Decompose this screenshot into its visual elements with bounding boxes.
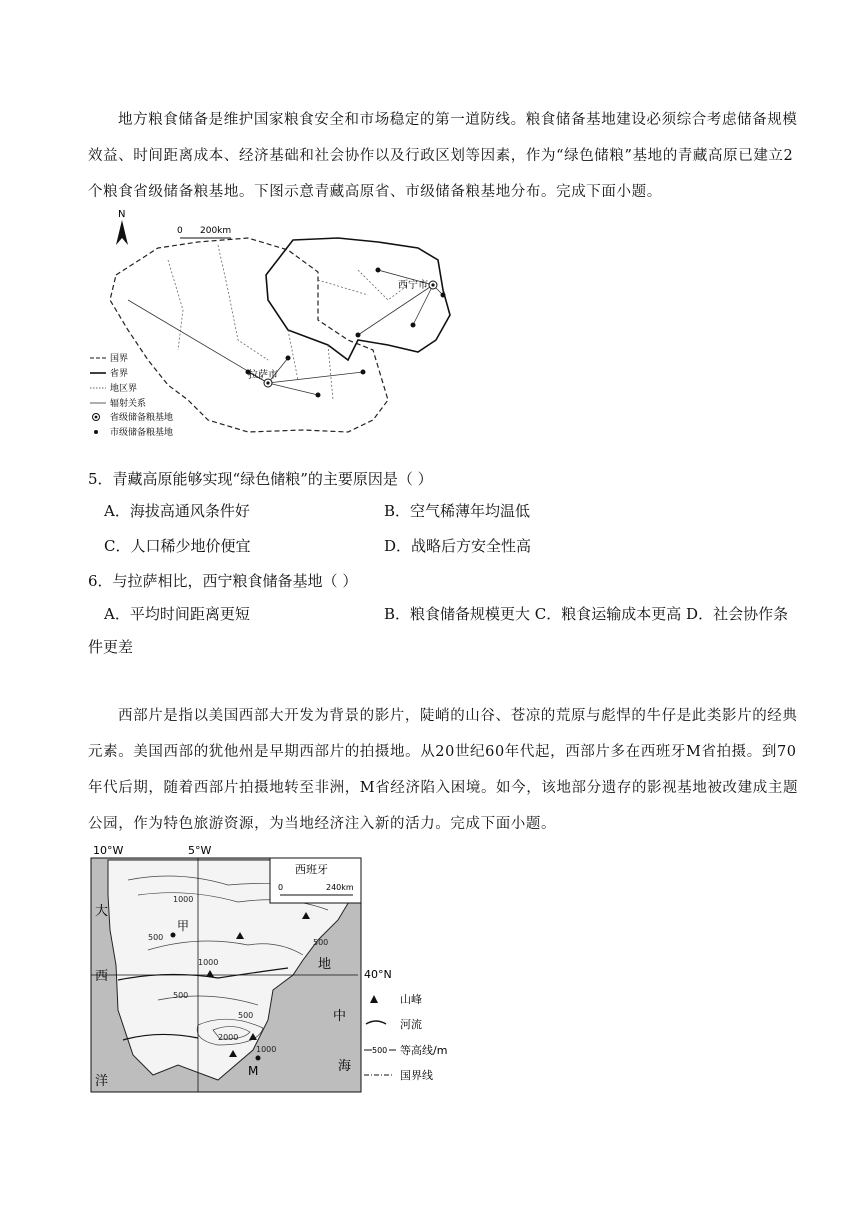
svg-text:地区界: 地区界 bbox=[110, 384, 138, 394]
svg-text:0: 0 bbox=[278, 883, 284, 892]
tibet-outline bbox=[110, 238, 388, 432]
q5-option-c[interactable]: C．人口稀少地价便宜 bbox=[104, 537, 251, 555]
svg-text:国界线: 国界线 bbox=[400, 1069, 433, 1082]
svg-text:省级储备粮基地: 省级储备粮基地 bbox=[110, 413, 174, 423]
svg-text:500: 500 bbox=[238, 1011, 254, 1020]
city-label-lhasa: 拉萨市 bbox=[248, 370, 278, 381]
svg-text:240km: 240km bbox=[326, 883, 354, 892]
q5-option-a[interactable]: A．海拔高通风条件好 bbox=[104, 502, 250, 520]
district-lines bbox=[168, 245, 408, 400]
place-m: M bbox=[248, 1064, 259, 1078]
svg-text:洋: 洋 bbox=[95, 1074, 109, 1089]
svg-text:西: 西 bbox=[95, 969, 109, 984]
svg-text:海: 海 bbox=[338, 1059, 352, 1074]
svg-text:中: 中 bbox=[333, 1009, 347, 1024]
lon-label-10w: 10°W bbox=[93, 844, 124, 857]
question-6-stem: 6．与拉萨相比，西宁粮食储备基地（ ） bbox=[88, 572, 358, 590]
svg-text:地: 地 bbox=[318, 957, 332, 972]
map-spain bbox=[88, 840, 488, 1095]
passage-2: 西部片是指以美国西部大开发为背景的影片，陡峭的山谷、苍凉的荒原与彪悍的牛仔是此类影片的经典元素。美国西部的犹他州是早期西部片的拍摄地。从20世纪60年代起，西部片多在西班牙M省拍摄。到70年代后期，随着西部片拍摄地转至非洲，M省经济陷入困境。如今，该地部分遗存的影视基地被改建成主题公园，作为特色旅游资源，为当地经济注入新的活力。完成下面小题。 bbox=[88, 708, 799, 832]
radiation-lines bbox=[128, 270, 443, 395]
city-label-xining: 西宁市 bbox=[398, 280, 428, 291]
svg-text:1000: 1000 bbox=[198, 958, 219, 967]
q6-option-d-continued: 件更差 bbox=[88, 638, 134, 656]
legend-map1 bbox=[90, 353, 173, 438]
svg-text:西班牙: 西班牙 bbox=[295, 863, 328, 876]
svg-text:山峰: 山峰 bbox=[400, 993, 422, 1006]
q6-option-a[interactable]: A．平均时间距离更短 bbox=[104, 605, 250, 623]
place-jia: 甲 bbox=[177, 919, 190, 933]
svg-text:国界: 国界 bbox=[110, 354, 129, 364]
svg-text:2000: 2000 bbox=[218, 1033, 239, 1042]
lat-label-40n: 40°N bbox=[364, 968, 392, 981]
scale-bar bbox=[177, 226, 231, 238]
svg-text:市级储备粮基地: 市级储备粮基地 bbox=[110, 428, 174, 438]
svg-text:辐射关系: 辐射关系 bbox=[110, 399, 147, 409]
svg-text:河流: 河流 bbox=[400, 1018, 422, 1031]
svg-text:500: 500 bbox=[372, 1046, 388, 1055]
svg-text:省界: 省界 bbox=[110, 369, 129, 379]
lon-label-5w: 5°W bbox=[188, 844, 212, 857]
svg-text:1000: 1000 bbox=[173, 895, 194, 904]
provincial-bases bbox=[264, 281, 437, 387]
north-arrow bbox=[116, 209, 128, 245]
map-qinghai-tibet bbox=[88, 200, 468, 460]
q6-options-bcd[interactable]: B．粮食储备规模更大 C．粮食运输成本更高 D．社会协作条 bbox=[384, 605, 789, 623]
inset-box bbox=[270, 858, 361, 903]
svg-text:500: 500 bbox=[148, 933, 164, 942]
svg-text:500: 500 bbox=[313, 938, 329, 947]
q5-option-d[interactable]: D．战略后方安全性高 bbox=[384, 537, 532, 555]
svg-text:500: 500 bbox=[173, 991, 189, 1000]
question-5-stem: 5．青藏高原能够实现“绿色储粮”的主要原因是（ ） bbox=[88, 470, 433, 488]
q5-option-b[interactable]: B．空气稀薄年均温低 bbox=[384, 502, 531, 520]
svg-text:大: 大 bbox=[95, 904, 109, 919]
legend-map2 bbox=[364, 992, 447, 1082]
svg-text:1000: 1000 bbox=[256, 1045, 277, 1054]
passage-1: 地方粮食储备是维护国家粮食安全和市场稳定的第一道防线。粮食储备基地建设必须综合考虑储备规模效益、时间距离成本、经济基础和社会协作以及行政区划等因素，作为“绿色储粮”基地的青藏高原已建立2个粮食省级储备粮基地。下图示意青藏高原省、市级储备粮基地分布。完成下面小题。 bbox=[88, 112, 798, 200]
svg-text:等高线/m: 等高线/m bbox=[400, 1044, 448, 1057]
svg-text:200km: 200km bbox=[200, 226, 232, 236]
qinghai-outline bbox=[266, 238, 450, 360]
svg-text:0: 0 bbox=[177, 226, 183, 236]
svg-text:N: N bbox=[118, 209, 126, 220]
